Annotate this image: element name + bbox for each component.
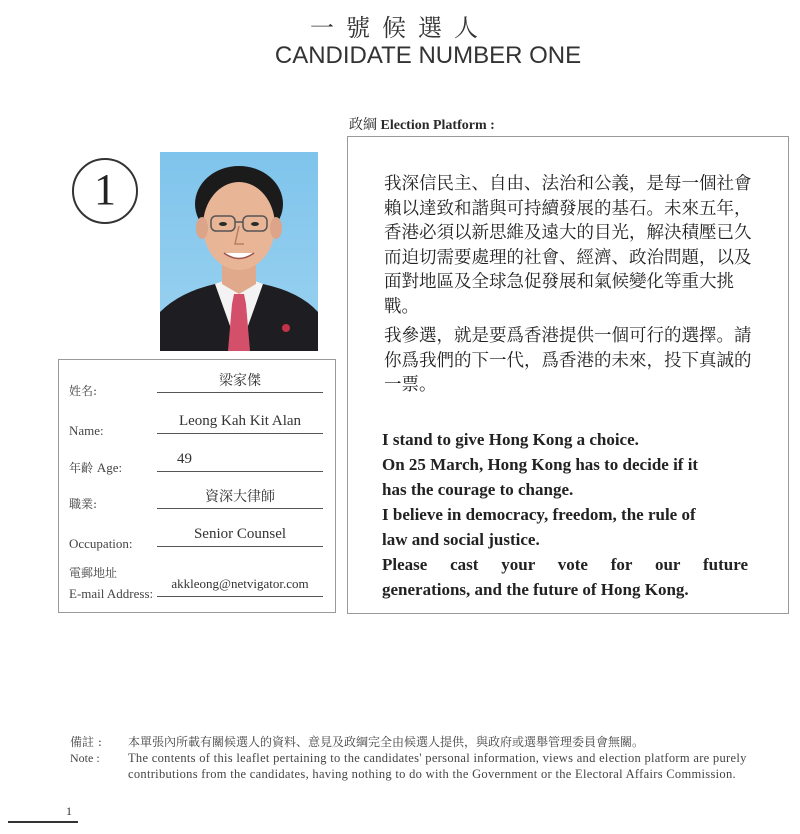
candidate-photo — [160, 152, 318, 351]
platform-en-line: Please cast your vote for our future — [382, 555, 748, 574]
age-value: 49 — [177, 451, 192, 467]
occupation-en-value: Senior Counsel — [193, 526, 287, 542]
candidate-portrait-icon — [160, 152, 318, 351]
platform-heading-cn: 政綱 — [349, 117, 377, 133]
platform-en-line: I stand to give Hong Kong a choice. — [382, 430, 639, 449]
platform-cn-paragraph-2: 我參選，就是要爲香港提供一個可行的選擇。請你爲我們的下一代，爲香港的未來，投下真誠的一票。 — [384, 326, 752, 395]
title-chinese: 一號候選人 — [310, 14, 490, 42]
platform-en-line: On 25 March, Hong Kong has to decide if it — [382, 455, 699, 474]
name-cn-value: 梁家傑 — [219, 373, 261, 389]
occupation-cn-label: 職業: — [69, 497, 98, 511]
platform-heading — [349, 114, 495, 134]
platform-cn-paragraph-1: 我深信民主、自由、法治和公義，是每一個社會賴以達致和諧與可持續發展的基石。未來五年，香港必須以新思維及遠大的目光，解決積壓已久而迫切需要處理的社會、經濟、政治問題，以及面對地區及全球急促發展和氣候變化等重大挑戰。 — [384, 174, 752, 317]
name-cn-label: 姓名: — [69, 384, 98, 398]
platform-en-line: has the courage to change. — [382, 480, 574, 499]
platform-en-line: law and social justice. — [382, 530, 540, 549]
platform-en-line: generations, and the future of Hong Kong. — [382, 580, 689, 599]
divider — [157, 596, 323, 597]
note-text-en: The contents of this leaflet pertaining to the candidates' personal information, views and election platform are purely contributions from the candidates, having nothing to do with the Government or the Electoral Affairs Commission. — [128, 751, 747, 781]
email-cn-label: 電郵地址 — [69, 566, 118, 580]
title-english: CANDIDATE NUMBER ONE — [274, 42, 582, 69]
divider — [157, 471, 323, 472]
occupation-cn-value: 資深大律師 — [205, 489, 275, 505]
divider — [157, 508, 323, 509]
platform-en-line: I believe in democracy, freedom, the rule of — [382, 505, 696, 524]
age-label-en: Age: — [96, 460, 123, 475]
email-en-label: E-mail Address: — [69, 586, 154, 601]
divider — [157, 546, 323, 547]
note-label-cn: 備註 : — [70, 735, 102, 749]
note-label — [70, 734, 102, 766]
page-number: 1 — [66, 804, 72, 818]
note-text-cn: 本單張內所載有關候選人的資料、意見及政綱完全由候選人提供，與政府或選舉管理委員會無關。 — [128, 735, 645, 749]
name-en-value: Leong Kah Kit Alan — [178, 413, 302, 429]
platform-heading-en: Election Platform : — [380, 118, 495, 133]
candidate-info-card — [58, 359, 336, 613]
divider — [157, 392, 323, 393]
page-rule — [8, 821, 78, 823]
age-label — [69, 459, 122, 476]
age-label-cn: 年齡 — [69, 461, 94, 475]
platform-box — [347, 136, 789, 614]
occupation-en-label: Occupation: — [69, 536, 133, 551]
candidate-number-badge: 1 — [72, 158, 138, 224]
name-en-label: Name: — [69, 423, 104, 438]
email-value: akkleong@netvigator.com — [171, 576, 309, 591]
note-label-en: Note : — [70, 751, 100, 765]
divider — [157, 433, 323, 434]
